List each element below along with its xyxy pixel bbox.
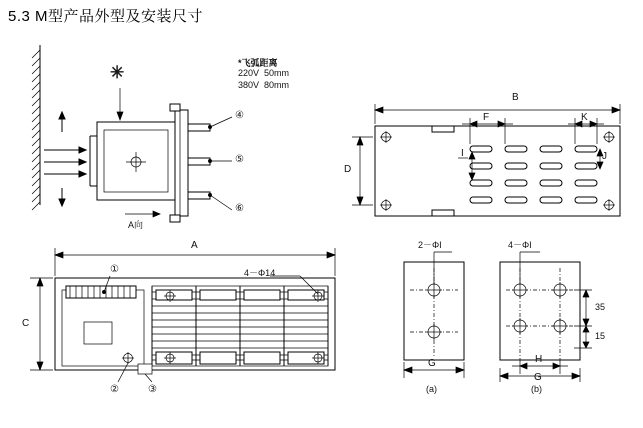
callout-4: ④ xyxy=(235,110,244,121)
dim-G-a: G xyxy=(428,358,436,369)
dim-K: K xyxy=(581,112,588,123)
dim-G-b: G xyxy=(534,372,542,383)
page-title: 5.3 M型产品外型及安装尺寸 xyxy=(8,8,204,25)
callout-6: ⑥ xyxy=(235,203,244,214)
note-arc-380: 380V 80mm xyxy=(238,80,290,90)
dim-I: I xyxy=(461,148,464,159)
dim-hole-2I: 2－ΦI xyxy=(418,240,442,250)
sub-label-a: (a) xyxy=(426,384,437,394)
sub-label-b: (b) xyxy=(531,384,542,394)
callout-1: ① xyxy=(110,264,119,275)
dim-D: D xyxy=(344,164,352,175)
note-arc-220: 220V 50mm xyxy=(238,68,290,78)
dim-F: F xyxy=(483,112,490,123)
dim-hole-14: 4－Φ14 xyxy=(244,268,276,278)
callout-5: ⑤ xyxy=(235,154,244,165)
dim-H: H xyxy=(535,354,543,365)
asterisk-marker: ✳ xyxy=(110,63,125,82)
note-arc-title: *飞弧距离 xyxy=(238,58,278,68)
dim-C: C xyxy=(22,318,30,329)
dim-35: 35 xyxy=(595,302,606,312)
dim-15: 15 xyxy=(595,331,606,341)
dim-J: J xyxy=(602,151,607,162)
front-view-label: A向 xyxy=(128,220,144,230)
dim-A: A xyxy=(191,240,198,251)
dim-hole-4I: 4－ΦI xyxy=(508,240,532,250)
callout-3: ③ xyxy=(148,384,157,395)
dim-B: B xyxy=(512,92,519,103)
callout-2: ② xyxy=(110,384,119,395)
